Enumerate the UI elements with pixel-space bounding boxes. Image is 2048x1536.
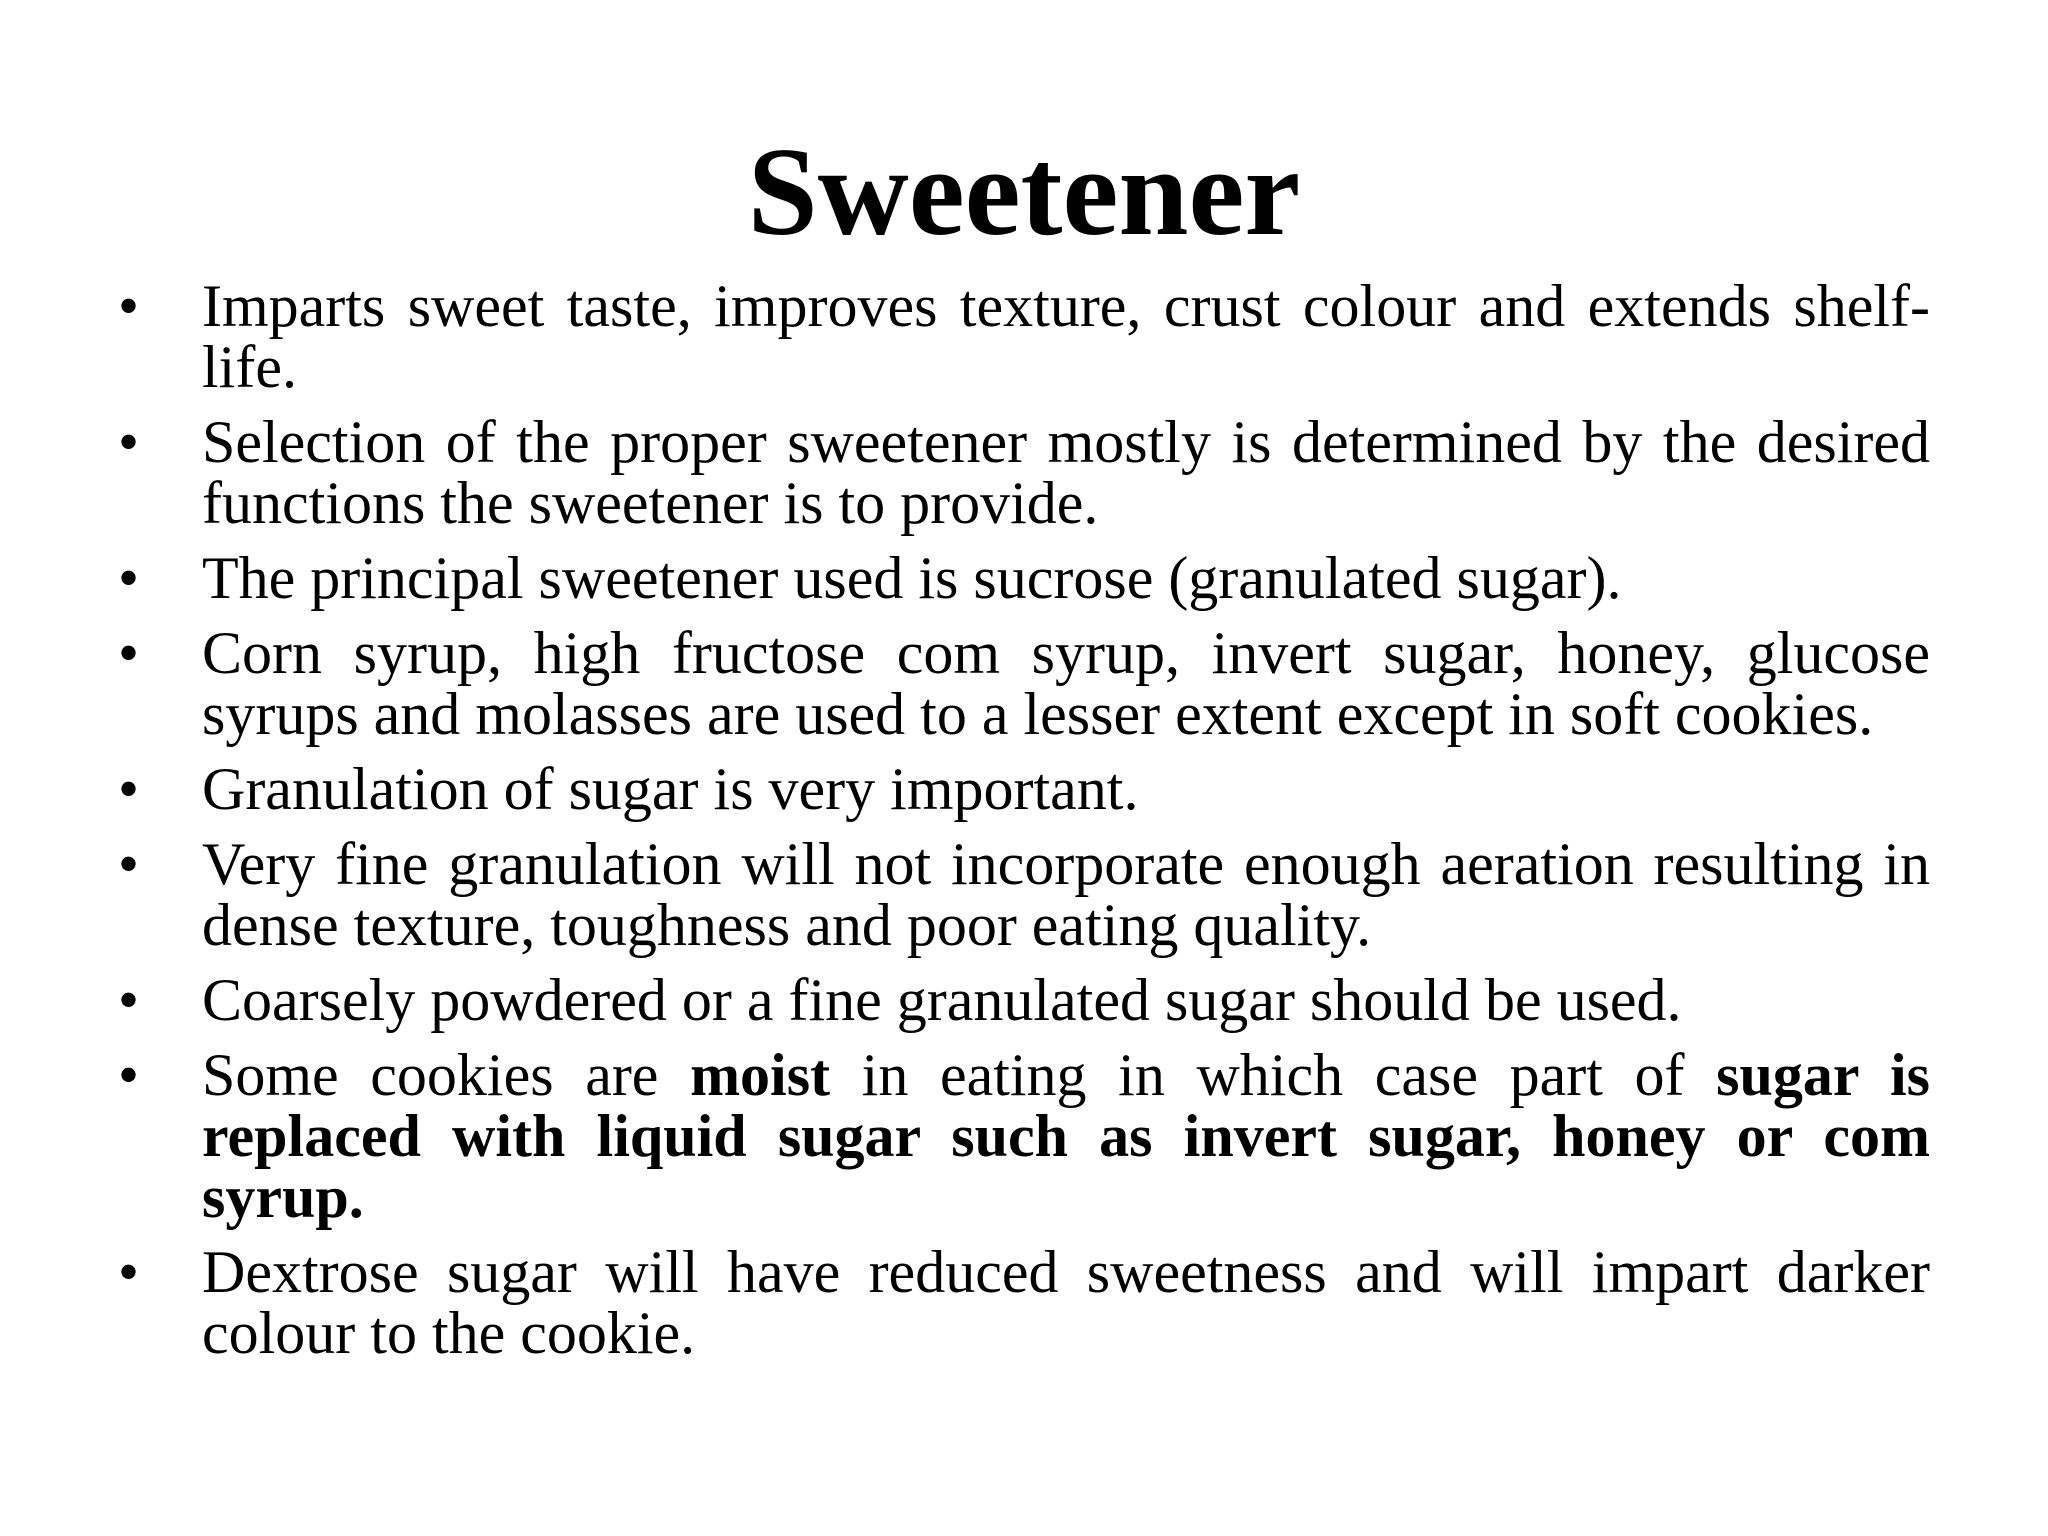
bullet-text: Dextrose sugar will have reduced sweetness and will impart darker colour to the cookie. (202, 1239, 1930, 1366)
bullet-item (118, 620, 1930, 747)
bullet-text: Granulation of sugar is very important. (202, 756, 1139, 822)
bullet-icon: • (118, 620, 140, 686)
bullet-text-segment: in eating in which case part of (830, 1042, 1717, 1108)
bullet-text: Corn syrup, high fructose com syrup, invert sugar, honey, glucose syrups and molasses are used to a lesser extent except in soft cookies. (202, 620, 1930, 747)
bullet-item (118, 967, 1930, 1033)
bullet-item (118, 831, 1930, 958)
bullet-text: Coarsely powdered or a fine granulated sugar should be used. (202, 967, 1682, 1033)
bullet-item (118, 1239, 1930, 1366)
bullet-icon: • (118, 273, 140, 339)
bullet-text (202, 1042, 1930, 1230)
bullet-icon: • (118, 545, 140, 611)
bullet-bold-text: moist (690, 1042, 831, 1108)
bullet-text: Selection of the proper sweetener mostly is determined by the desired functions the sweetener is to provide. (202, 409, 1930, 536)
bullet-icon: • (118, 831, 140, 897)
bullet-icon: • (118, 409, 140, 475)
bullet-item (118, 1042, 1930, 1230)
bullet-text: Imparts sweet taste, improves texture, crust colour and extends shelf-life. (202, 273, 1930, 400)
bullet-text: The principal sweetener used is sucrose (granulated sugar). (202, 545, 1622, 611)
bullet-text: Very fine granulation will not incorporate enough aeration resulting in dense texture, toughness and poor eating quality. (202, 831, 1930, 958)
bullet-icon: • (118, 967, 140, 1033)
bullet-item (118, 409, 1930, 536)
bullet-list (118, 273, 1930, 1378)
bullet-bold-text: sugar is replaced with liquid sugar such as invert sugar, honey or com syrup. (202, 1042, 1930, 1230)
bullet-text-segment: Some cookies are (202, 1042, 691, 1108)
bullet-item (118, 545, 1930, 611)
bullet-icon: • (118, 756, 140, 822)
bullet-icon: • (118, 1042, 140, 1108)
bullet-icon: • (118, 1239, 140, 1305)
bullet-item (118, 273, 1930, 400)
bullet-item (118, 756, 1930, 822)
slide-title: Sweetener (747, 123, 1301, 262)
